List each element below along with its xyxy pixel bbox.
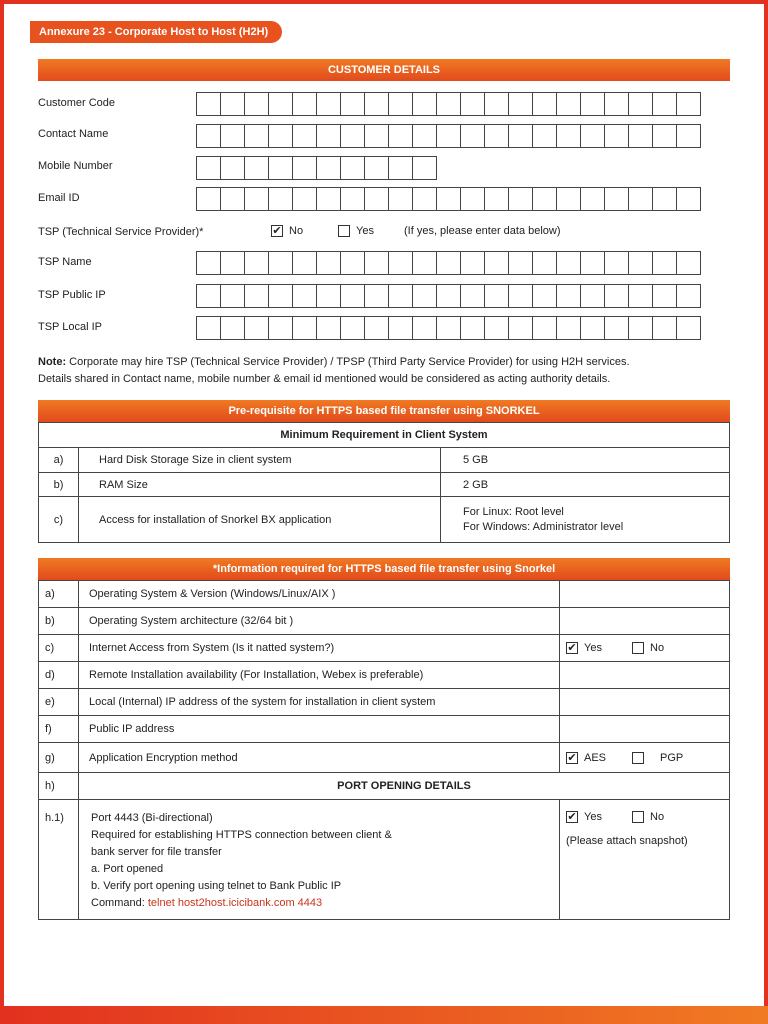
char-box[interactable] [676,284,701,308]
char-box[interactable] [388,124,413,148]
char-box[interactable] [244,187,269,211]
char-box[interactable] [292,284,317,308]
port-line4: a. Port opened [91,863,164,875]
char-box[interactable] [340,187,365,211]
table-row [39,743,730,773]
char-box[interactable] [364,284,389,308]
char-box[interactable] [508,124,533,148]
port-no-checkbox[interactable] [632,811,644,823]
char-box[interactable] [556,187,581,211]
row-id: h) [39,773,79,800]
char-box[interactable] [268,284,293,308]
char-box[interactable] [484,124,509,148]
char-box[interactable] [316,124,341,148]
char-box[interactable] [532,251,557,275]
char-box[interactable] [604,284,629,308]
table-row [39,773,730,800]
row-id: e) [39,689,79,716]
char-box[interactable] [580,187,605,211]
customer-code-label: Customer Code [38,97,116,109]
char-box[interactable] [196,124,221,148]
row-item: Access for installation of Snorkel BX application [79,497,441,543]
row-item: Operating System & Version (Windows/Linux/AIX ) [79,581,560,608]
port-yes-label: Yes [584,811,602,823]
char-box[interactable] [268,156,293,180]
row-item: Remote Installation availability (For Installation, Webex is preferable) [79,662,560,689]
tsp-yes-option[interactable] [338,225,374,237]
char-box[interactable] [268,187,293,211]
table-row [39,448,730,473]
note-line2: Details shared in Contact name, mobile number & email id mentioned would be considered as acting authority details. [38,373,611,385]
char-box[interactable] [484,316,509,340]
char-box[interactable] [460,92,485,116]
char-box[interactable] [244,316,269,340]
char-box[interactable] [580,92,605,116]
char-box[interactable] [556,92,581,116]
char-box[interactable] [652,124,677,148]
char-box[interactable] [220,124,245,148]
char-box[interactable] [364,124,389,148]
char-box[interactable] [244,251,269,275]
note-label: Note: [38,356,67,368]
port-line1: Port 4443 (Bi-directional) [91,812,213,824]
row-value-line2: For Windows: Administrator level [463,520,624,533]
telnet-command: telnet host2host.icicibank.com 4443 [147,897,323,909]
row-id: b) [39,473,79,497]
char-box[interactable] [604,92,629,116]
prereq-subheader: Minimum Requirement in Client System [39,423,730,448]
char-box[interactable] [508,284,533,308]
char-box[interactable] [220,284,245,308]
pgp-label: PGP [660,751,684,764]
char-box[interactable] [508,316,533,340]
char-box[interactable] [244,124,269,148]
command-label: Command: [91,897,148,909]
row-item: Hard Disk Storage Size in client system [79,448,441,473]
char-box[interactable] [388,251,413,275]
row-id: a) [39,448,79,473]
tsp-no-checkbox[interactable]: ✔ [272,225,282,237]
row-answer [560,635,730,662]
char-box[interactable] [460,124,485,148]
row-answer[interactable] [560,716,730,743]
row-id: b) [39,608,79,635]
char-box[interactable] [652,316,677,340]
char-box[interactable] [652,251,677,275]
note-text [38,354,728,388]
char-box[interactable] [412,316,437,340]
char-box[interactable] [292,124,317,148]
tsp-yes-checkbox[interactable] [338,225,350,237]
char-box[interactable] [220,92,245,116]
char-box[interactable] [484,284,509,308]
char-box[interactable] [364,92,389,116]
tsp-no-option[interactable] [271,225,303,237]
row-id: c) [39,497,79,543]
char-box[interactable] [388,316,413,340]
char-box[interactable] [364,316,389,340]
char-box[interactable] [412,284,437,308]
tsp-name-label: TSP Name [38,256,92,268]
table-row [39,662,730,689]
char-box[interactable] [556,124,581,148]
char-box[interactable] [388,156,413,180]
row-id: g) [39,743,79,773]
char-box[interactable] [532,316,557,340]
table-row [39,716,730,743]
char-box[interactable] [388,284,413,308]
table-row [39,473,730,497]
char-box[interactable] [436,316,461,340]
char-box[interactable] [340,316,365,340]
char-box[interactable] [628,316,653,340]
internet-yes-label: Yes [584,642,602,654]
char-box[interactable] [412,187,437,211]
row-item: Public IP address [79,716,560,743]
note-line1: Corporate may hire TSP (Technical Service Provider) / TPSP (Third Party Service Provider) for using H2H services. [66,356,630,368]
table-row [39,689,730,716]
char-box[interactable] [340,124,365,148]
char-box[interactable] [292,316,317,340]
char-box[interactable] [604,251,629,275]
port-details [79,800,560,920]
info-header: *Information required for HTTPS based file transfer using Snorkel [38,558,730,580]
char-box[interactable] [220,251,245,275]
char-box[interactable] [460,187,485,211]
char-box[interactable] [244,156,269,180]
char-box[interactable] [196,251,221,275]
row-answer[interactable] [560,581,730,608]
bottom-bar [0,1006,768,1024]
char-box[interactable] [220,187,245,211]
char-box[interactable] [364,156,389,180]
aes-label: AES [584,751,607,764]
row-item: Local (Internal) IP address of the system for installation in client system [79,689,560,716]
customer-details-header: CUSTOMER DETAILS [38,59,730,81]
char-box[interactable] [268,316,293,340]
row-value: 2 GB [441,473,730,497]
row-item: Application Encryption method [79,743,560,773]
tsp-local-ip-label: TSP Local IP [38,321,102,333]
row-id: d) [39,662,79,689]
char-box[interactable] [268,124,293,148]
char-box[interactable] [268,92,293,116]
char-box[interactable] [556,316,581,340]
char-box[interactable] [436,187,461,211]
char-box[interactable] [676,124,701,148]
port-no-label: No [650,811,665,823]
char-box[interactable] [508,92,533,116]
port-answer [560,800,730,920]
row-item: Internet Access from System (Is it natted system?) [79,635,560,662]
char-box[interactable] [676,251,701,275]
row-item: RAM Size [79,473,441,497]
char-box[interactable] [556,284,581,308]
tsp-label: TSP (Technical Service Provider)* [38,226,204,238]
char-box[interactable] [652,284,677,308]
char-box[interactable] [484,251,509,275]
email-id-label: Email ID [38,192,80,204]
char-box[interactable] [364,187,389,211]
row-value: 5 GB [441,448,730,473]
pgp-checkbox[interactable] [632,752,644,764]
char-box[interactable] [580,124,605,148]
char-box[interactable] [292,156,317,180]
char-box[interactable] [580,251,605,275]
char-box[interactable] [340,251,365,275]
tsp-yes-label: Yes [356,225,374,237]
row-value [441,497,730,543]
row-answer[interactable] [560,689,730,716]
attach-snapshot-note: (Please attach snapshot) [566,835,688,847]
char-box[interactable] [676,92,701,116]
char-box[interactable] [676,187,701,211]
port-line5: b. Verify port opening using telnet to Bank Public IP [91,880,342,892]
char-box[interactable] [340,156,365,180]
char-box[interactable] [340,284,365,308]
char-box[interactable] [532,187,557,211]
table-row [39,497,730,543]
char-box[interactable] [316,316,341,340]
annex-title: Annexure 23 - Corporate Host to Host (H2H) [30,21,282,43]
table-row [39,635,730,662]
mobile-number-label: Mobile Number [38,160,113,172]
char-box[interactable] [676,316,701,340]
customer-code-field[interactable] [196,92,700,116]
char-box[interactable] [316,187,341,211]
char-box[interactable] [316,92,341,116]
table-row [39,581,730,608]
char-box[interactable] [316,251,341,275]
char-box[interactable] [460,316,485,340]
char-box[interactable] [628,284,653,308]
char-box[interactable] [196,316,221,340]
char-box[interactable] [532,124,557,148]
tsp-public-ip-label: TSP Public IP [38,289,106,301]
row-id: a) [39,581,79,608]
char-box[interactable] [484,92,509,116]
char-box[interactable] [532,284,557,308]
aes-checkbox[interactable]: ✔ [567,751,577,764]
char-box[interactable] [508,187,533,211]
char-box[interactable] [244,92,269,116]
prereq-header: Pre-requisite for HTTPS based file transfer using SNORKEL [38,400,730,422]
char-box[interactable] [316,156,341,180]
row-value-line1: For Linux: Root level [463,505,564,518]
char-box[interactable] [340,92,365,116]
char-box[interactable] [316,284,341,308]
char-box[interactable] [604,187,629,211]
char-box[interactable] [628,124,653,148]
row-id: h.1) [39,800,79,920]
char-box[interactable] [196,187,221,211]
row-id: f) [39,716,79,743]
tsp-no-label: No [289,225,304,237]
char-box[interactable] [412,251,437,275]
char-box[interactable] [412,156,437,180]
char-box[interactable] [196,156,221,180]
char-box[interactable] [436,284,461,308]
char-box[interactable] [292,251,317,275]
table-row [39,800,730,920]
tsp-note: (If yes, please enter data below) [404,225,561,237]
email-id-field[interactable] [196,187,700,211]
char-box[interactable] [436,251,461,275]
char-box[interactable] [484,187,509,211]
char-box[interactable] [628,187,653,211]
mobile-number-field[interactable] [196,156,436,180]
tsp-local-ip-field[interactable] [196,316,700,340]
port-opening-heading: PORT OPENING DETAILS [79,773,730,800]
tsp-public-ip-field[interactable] [196,284,700,308]
char-box[interactable] [220,316,245,340]
char-box[interactable] [652,187,677,211]
char-box[interactable] [268,251,293,275]
row-item: Operating System architecture (32/64 bit ) [79,608,560,635]
port-yes-checkbox[interactable]: ✔ [567,811,577,823]
char-box[interactable] [460,284,485,308]
char-box[interactable] [556,251,581,275]
internet-yes-checkbox[interactable]: ✔ [567,642,577,654]
table-row [39,608,730,635]
row-answer[interactable] [560,662,730,689]
char-box[interactable] [412,124,437,148]
char-box[interactable] [436,124,461,148]
char-box[interactable] [628,251,653,275]
char-box[interactable] [628,92,653,116]
row-answer [560,743,730,773]
char-box[interactable] [460,251,485,275]
row-answer[interactable] [560,608,730,635]
internet-no-label: No [650,642,665,654]
char-box[interactable] [604,124,629,148]
char-box[interactable] [196,92,221,116]
char-box[interactable] [652,92,677,116]
char-box[interactable] [292,187,317,211]
char-box[interactable] [196,284,221,308]
char-box[interactable] [532,92,557,116]
char-box[interactable] [508,251,533,275]
contact-name-field[interactable] [196,124,700,148]
char-box[interactable] [580,284,605,308]
tsp-name-field[interactable] [196,251,700,275]
char-box[interactable] [580,316,605,340]
row-id: c) [39,635,79,662]
char-box[interactable] [388,92,413,116]
contact-name-label: Contact Name [38,128,109,140]
char-box[interactable] [364,251,389,275]
port-line2: Required for establishing HTTPS connection between client & [91,829,392,841]
port-line3: bank server for file transfer [91,846,222,858]
char-box[interactable] [220,156,245,180]
info-table [38,580,730,920]
char-box[interactable] [388,187,413,211]
char-box[interactable] [412,92,437,116]
prereq-table [38,422,730,543]
char-box[interactable] [292,92,317,116]
char-box[interactable] [244,284,269,308]
internet-no-checkbox[interactable] [632,642,644,654]
char-box[interactable] [436,92,461,116]
char-box[interactable] [604,316,629,340]
